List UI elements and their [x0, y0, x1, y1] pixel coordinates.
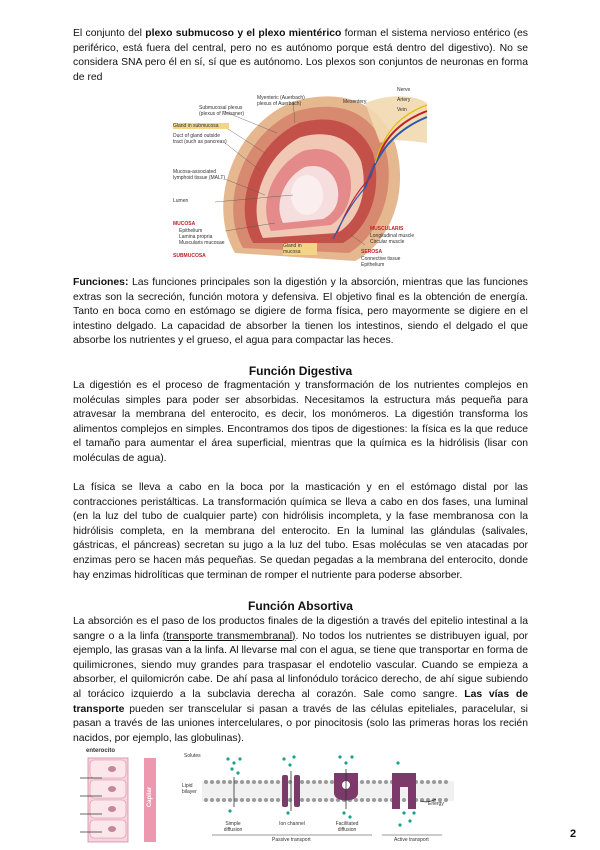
intro-text-1: El conjunto del	[73, 28, 146, 39]
label-submucosal-plexus: Submucosal plexus (plexus of Meissner)	[199, 105, 245, 117]
digestiva-paragraph-2: La física se lleva a cabo en la boca por la masticación y en el estómago distal por las contracciones peristálticas. La transformación química se lleva a cabo en dos fases, una luminal (en la luz del tubo de cualquier parte) con hidrólisis incompleta, y la fase membranosa con la hidrólisis completa, en la membrana del enterocito. En la luminal las glándulas (salivales, gástricas, el páncreas) secretan su jugo a la luz del tubo. Esas moléculas se ven atacadas por enzimas pero se hacen más pequeñas. Se quedan pegadas a la membrana del enterocito, donde hay enzimas hidrolíticas que terminan de romper el nutriente para poderse absorber.	[73, 482, 528, 581]
label-epithelium-serosa: Epithelium	[361, 262, 385, 268]
label-vein: Vein	[397, 107, 407, 113]
intro-bold: plexo submucoso y el plexo mientérico	[145, 28, 342, 39]
label-enterocito: enterocito	[86, 748, 116, 754]
label-passive-transport: Passive transport	[272, 837, 311, 843]
gut-wall-figure	[165, 83, 430, 269]
absortiva-text-2: . No todos los nutrientes se distribuyen igual, por ejemplo, las grasas van a la linfa. Al llevarse mal con el agua, se tiene que transportar en forma de quilimicrones, siendo muy grandes para traspasar el endotelio vascular. Cuando se empieza a absorber, el quilomicrón cabe. De ahí pasa al linfonódulo torácico derecho, de ahí sigue subiendo al torácico izquierdo a la subclavia derecha al corazón. Sale como sangre.	[73, 630, 528, 700]
membrane-transport-figure	[182, 751, 454, 845]
label-malt: Mucosa-associated lymphoid tissue (MALT)	[173, 169, 226, 181]
label-serosa: SEROSA	[361, 249, 383, 255]
heading-funcion-absortiva: Función Absortiva	[248, 599, 353, 613]
absortiva-bold: Las vías de transporte	[73, 688, 528, 715]
intro-paragraph	[73, 27, 528, 85]
label-ion-channel: Ion channel	[279, 821, 305, 827]
label-lamina-propria: Lamina propria	[179, 234, 213, 240]
enterocyte-figure	[78, 748, 160, 844]
label-artery: Artery	[397, 97, 411, 103]
label-capilar: Capilar	[147, 786, 154, 808]
label-muscularis-mucosae: Muscularis mucosae	[179, 240, 225, 246]
label-gland-mucosa: Gland in mucosa	[283, 243, 317, 255]
label-gland-submucosa: Gland in submucosa	[173, 123, 229, 129]
label-epithelium: Epithelium	[179, 228, 203, 234]
label-muscularis: MUSCULARIS	[370, 226, 404, 232]
funciones-paragraph	[73, 276, 528, 349]
label-circular-muscle: Circular muscle	[370, 239, 405, 245]
label-mucosa: MUCOSA	[173, 221, 196, 227]
label-lumen: Lumen	[173, 198, 189, 204]
label-submucosa: SUBMUCOSA	[173, 253, 206, 259]
label-nerve: Nerve	[397, 87, 411, 93]
label-myenteric-plexus: Myenteric (Auerbach) plexus of Auerbach)	[257, 95, 305, 107]
absortiva-text-3: pueden ser transcelular si pasan a través de las células epiteliales, paracelular, si pasan a través de las uniones intercelulares, o por pinocitosis (solo las primeras horas los recién nacidos, por ejemplo, las globulinas).	[73, 703, 528, 744]
label-simple-diffusion: Simple diffusion	[223, 821, 243, 833]
label-longitudinal-muscle: Longitudinal muscle	[370, 233, 415, 239]
absortiva-paragraph	[73, 615, 528, 746]
label-lipid-bilayer: Lipid bilayer	[182, 783, 197, 795]
label-solutes: Solutes	[184, 753, 201, 759]
intro-text-2: forman el sistema nervioso entérico (es periférico, está fuera del central, pero no es autónomo porque está dentro del digestivo). No se considera SNA pero él en sí, sí que es autónomo. Los plexos son conjuntos de neuronas en forma de red	[73, 28, 528, 83]
funciones-text: Las funciones principales son la digestión y la absorción, mientras que las funciones extras son la secreción, función motora y defensiva. El objetivo final es la obtención de energía. Tanto en boca como en estómago se digiere de forma física, pero mayormente se digiere en el intestino delgado. La capacidad de absorber la tienen los intestinos, siendo el delgado el que absorbe los nutrientes y el grueso, el agua para compactar las heces.	[73, 277, 528, 347]
page-number: 2	[570, 828, 577, 840]
label-connective-tissue: Connective tissue	[361, 256, 401, 262]
absortiva-underlined: (transporte transmembranal)	[162, 630, 296, 642]
label-mesentery: Mesentery	[343, 99, 367, 105]
label-active-transport: Active transport	[394, 837, 429, 843]
label-facilitated-diffusion: Facilitated diffusion	[335, 821, 359, 833]
label-energy: Energy	[428, 801, 444, 807]
heading-funcion-digestiva: Función Digestiva	[248, 364, 353, 378]
funciones-bold: Funciones:	[73, 277, 129, 288]
digestiva-paragraph-1: La digestión es el proceso de fragmentación y transformación de los nutrientes complejos en moléculas simples para poder ser absorbidas. Necesitamos la estructura más pequeña para atravesar la membrana del enterocito, es decir, los monómeros. La digestión transforma los alimentos complejos en simples. Encontramos dos tipos de digestiones: la física es la que reduce el tamaño para aumentar el área superficial, mientras que la química es la hidrólisis (lisar con moléculas de agua).	[73, 380, 528, 464]
absortiva-text-1: La absorción es el paso de los productos finales de la digestión a través del epitelio intestinal a la sangre o a la linfa	[73, 616, 528, 642]
label-duct: Duct of gland outside tract (such as pancreas)	[173, 133, 227, 145]
